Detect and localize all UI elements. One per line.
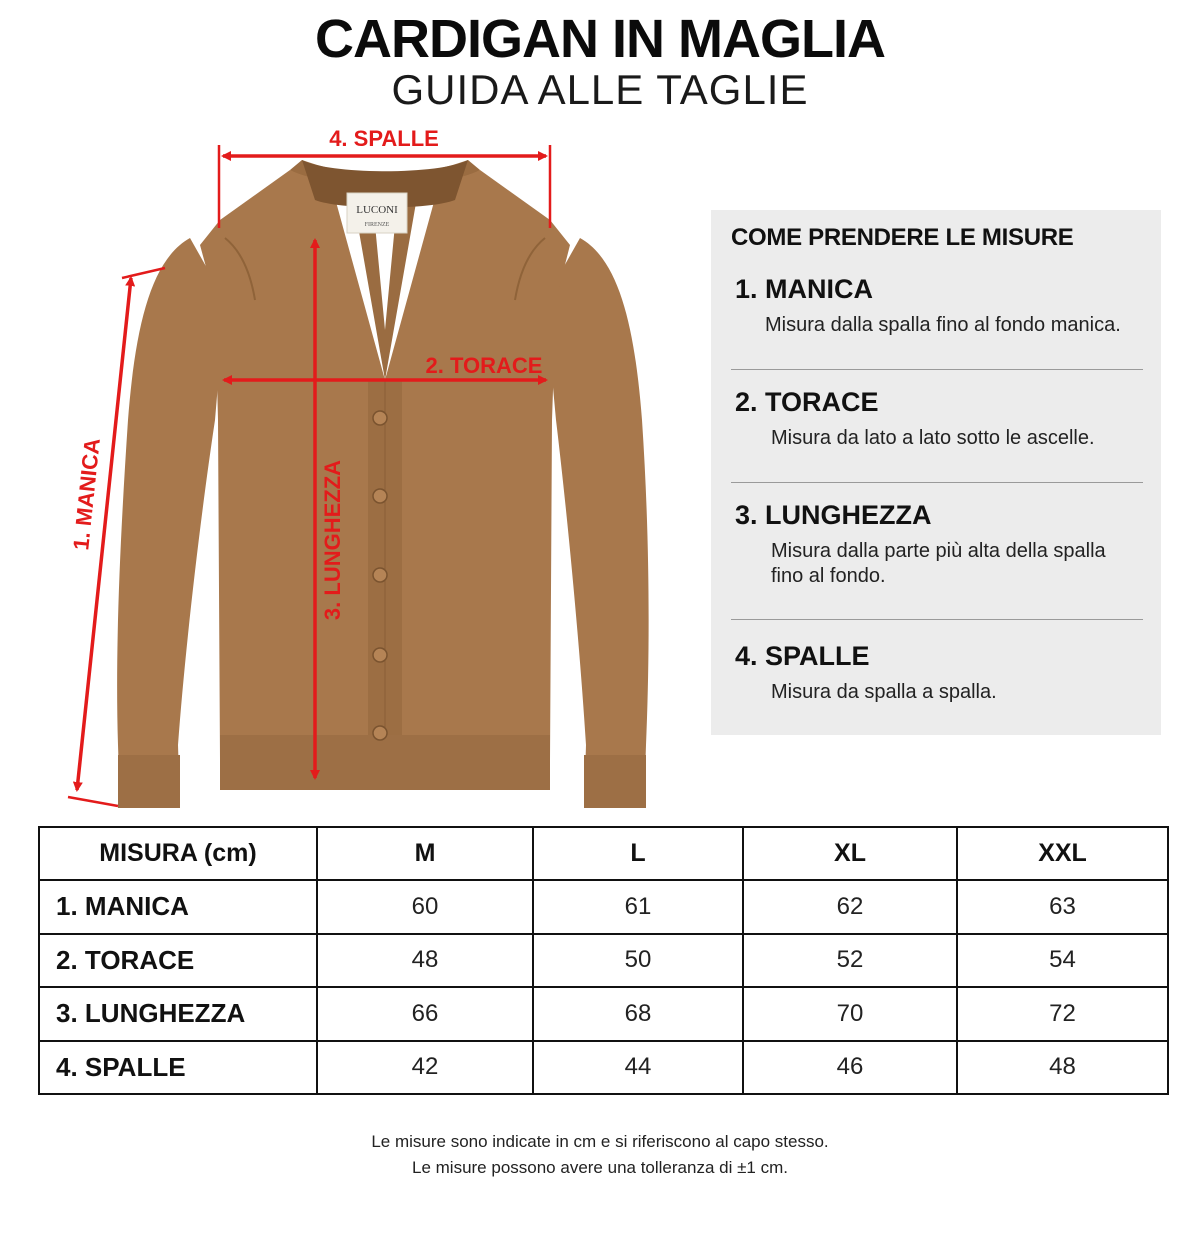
footnote-tolerance: Le misure possono avere una tolleranza di ±1 cm. [412, 1158, 788, 1177]
table-cell: 54 [957, 934, 1168, 988]
row-label: 4. SPALLE [39, 1041, 317, 1095]
row-label: 2. TORACE [39, 934, 317, 988]
column-header: XXL [957, 827, 1168, 880]
button [373, 648, 387, 662]
table-cell: 42 [317, 1041, 533, 1095]
info-item-title: 1. MANICA [735, 274, 874, 304]
shoulders-label: 4. SPALLE [329, 126, 439, 151]
table-row [39, 987, 1168, 1041]
table-cell: 48 [957, 1041, 1168, 1095]
footnote-units: Le misure sono indicate in cm e si riferiscono al capo stesso. [371, 1132, 829, 1151]
row-label: 1. MANICA [39, 880, 317, 934]
info-heading: COME PRENDERE LE MISURE [731, 224, 1074, 251]
measuring-instructions-panel [711, 210, 1161, 735]
column-header: XL [743, 827, 957, 880]
table-cell: 60 [317, 880, 533, 934]
info-item-desc: Misura dalla spalla fino al fondo manica. [765, 314, 1121, 336]
left-cuff [118, 755, 180, 808]
table-cell: 62 [743, 880, 957, 934]
length-label: 3. LUNGHEZZA [320, 459, 345, 621]
cardigan-illustration [0, 110, 700, 815]
row-label: 3. LUNGHEZZA [39, 987, 317, 1041]
table-header-row [39, 827, 1168, 880]
right-sleeve [545, 238, 649, 808]
table-cell: 46 [743, 1041, 957, 1095]
button [373, 726, 387, 740]
table-cell: 61 [533, 880, 743, 934]
column-header: M [317, 827, 533, 880]
table-cell: 72 [957, 987, 1168, 1041]
page-title: CARDIGAN IN MAGLIA [315, 9, 885, 69]
info-item-torace [735, 387, 1135, 451]
hem-ribbing [220, 735, 550, 790]
info-item-desc: Misura da spalla a spalla. [771, 681, 997, 703]
right-cuff [584, 755, 646, 808]
divider [731, 482, 1143, 483]
info-item-spalle [735, 641, 1135, 705]
table-cell: 68 [533, 987, 743, 1041]
brand-city: FIRENZE [364, 222, 390, 228]
size-table [38, 826, 1169, 1095]
table-cell: 70 [743, 987, 957, 1041]
table-cell: 50 [533, 934, 743, 988]
column-header: L [533, 827, 743, 880]
table-row [39, 934, 1168, 988]
chest-label: 2. TORACE [425, 353, 543, 378]
table-cell: 44 [533, 1041, 743, 1095]
divider [731, 369, 1143, 370]
brand-name: LUCONI [356, 204, 398, 216]
info-item-title: 3. LUNGHEZZA [735, 500, 932, 530]
button [373, 568, 387, 582]
table-cell: 48 [317, 934, 533, 988]
sleeve-label: 1. MANICA [68, 436, 105, 552]
table-row [39, 1041, 1168, 1095]
info-item-lunghezza [735, 500, 1135, 589]
info-item-title: 4. SPALLE [735, 641, 870, 671]
table-cell: 66 [317, 987, 533, 1041]
button [373, 411, 387, 425]
button [373, 489, 387, 503]
info-item-manica [735, 274, 1135, 338]
table-cell: 63 [957, 880, 1168, 934]
sleeve-tick-bottom [68, 797, 118, 806]
divider [731, 619, 1143, 620]
info-item-desc: Misura dalla parte più alta della spalla fino al fondo. [771, 540, 1106, 587]
table-cell: 52 [743, 934, 957, 988]
column-header: MISURA (cm) [39, 827, 317, 880]
page-subtitle: GUIDA ALLE TAGLIE [391, 66, 809, 113]
table-row [39, 880, 1168, 934]
left-sleeve [117, 238, 225, 808]
info-item-desc: Misura da lato a lato sotto le ascelle. [771, 427, 1095, 449]
info-item-title: 2. TORACE [735, 387, 879, 417]
